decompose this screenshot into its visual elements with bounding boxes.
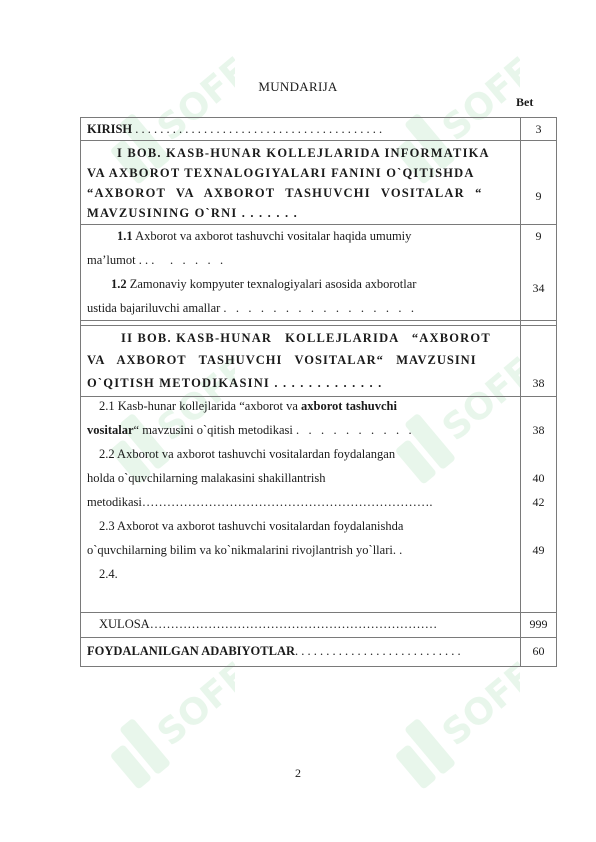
watermark-logo: [370, 655, 520, 805]
section-title-line: ma’lumot: [87, 253, 136, 267]
chapter-title-line: O`QITISH METODIKASINI: [87, 376, 270, 390]
watermark-logo: [85, 655, 235, 805]
page-number: 2: [295, 766, 301, 780]
section-title-line: Zamonaviy kompyuter texnalogiyalari asosida axborotlar: [129, 277, 417, 291]
section-title-line: o`quvchilarning bilim va ko`nikmalarini rivojlantrish yo`llari. .: [87, 543, 403, 557]
section-number: 1.1: [117, 229, 133, 243]
chapter-title-line: VA AXBOROT TEXNALOGIYALARI FANINI O`QITISHDA: [87, 166, 475, 180]
toc-entry-label: FOYDALANILGAN ADABIYOTLAR: [87, 644, 296, 658]
toc-dots: ……………………………………………………………: [149, 617, 438, 631]
toc-row-adabiyotlar: [81, 638, 557, 667]
svg-text:SOFF: SOFF: [434, 50, 520, 150]
toc-page-number: 38: [532, 423, 545, 437]
toc-page-number: 40: [532, 471, 545, 485]
page-title: MUNDARIJA: [258, 79, 338, 94]
section-title-line: 2.4.: [99, 567, 118, 581]
toc-row-bob1: [81, 141, 557, 225]
section-title-line: 2.1 Kasb-hunar kollejlarida “axborot va: [99, 399, 298, 413]
toc-entry-label: KIRISH: [87, 122, 133, 136]
toc-page-number: 9: [535, 229, 542, 243]
toc-row-xulosa: [81, 613, 557, 638]
toc-dots: . . . . . . . . . . . . . . . . . . . . . . . . . . .: [295, 644, 461, 658]
section-title-line: metodikasi…………………………………………………………….: [87, 495, 433, 509]
chapter-title-line: “AXBOROT VA AXBOROT TASHUVCHI VOSITALAR “: [87, 186, 483, 200]
svg-text:SOFF: SOFF: [149, 350, 235, 450]
section-title-bold: axborot tashuvchi: [301, 399, 397, 413]
section-title-line: ustida bajariluvchi amallar: [87, 301, 221, 315]
chapter-title-line: MAVZUSINING O`RNI: [87, 206, 238, 220]
chapter-prefix: II BOB.: [121, 331, 172, 345]
toc-dots: . . . . . . . . . . . . .: [274, 376, 383, 390]
chapter-title-line: KASB-HUNAR KOLLEJLARIDA “AXBOROT: [176, 331, 491, 345]
toc-table: [80, 117, 557, 667]
toc-dots: . . . . . . . . . . . . . . . .: [223, 301, 415, 315]
toc-page-number: 38: [532, 376, 545, 390]
toc-row-kirish: [81, 118, 557, 141]
section-title-line: 2.3 Axborot va axborot tashuvchi vositalardan foydalanishda: [99, 519, 404, 533]
toc-page-number: 999: [529, 617, 548, 631]
svg-text:SOFF: SOFF: [149, 50, 235, 150]
svg-text:SOFF: SOFF: [149, 655, 235, 755]
chapter-title-line: KASB-HUNAR KOLLEJLARIDA INFORMATIKA: [166, 146, 490, 160]
section-title-line: holda o`quvchilarning malakasini shakillantrish: [87, 471, 326, 485]
toc-row-section-2: [81, 397, 557, 613]
toc-page-number: 34: [532, 281, 545, 295]
section-title-line: 2.2 Axborot va axborot tashuvchi vositalardan foydalangan: [99, 447, 396, 461]
toc-entry-label: XULOSA: [99, 617, 150, 631]
toc-page-number: 42: [532, 495, 545, 509]
toc-page-number: 60: [532, 644, 545, 658]
toc-dots: . . . . . . . .: [138, 253, 224, 267]
section-title-line: “ mavzusini o`qitish metodikasi: [133, 423, 293, 437]
chapter-title-line: VA AXBOROT TASHUVCHI VOSITALAR“ MAVZUSINI: [87, 353, 477, 367]
toc-row-section-1: [81, 225, 557, 321]
chapter-prefix: I BOB.: [117, 146, 162, 160]
toc-dots: . . . . . . . . . . . . . . . . . . . . . . . . . . . . . . . . . . . . . . . .: [135, 122, 383, 136]
toc-page-number: 49: [532, 543, 545, 557]
section-title-bold: vositalar: [87, 423, 134, 437]
page-column-label: Bet: [516, 95, 534, 109]
svg-text:SOFF: SOFF: [434, 655, 520, 755]
toc-dots: . . . . . . .: [241, 206, 298, 220]
toc-page-number: 3: [535, 122, 542, 136]
section-number: 1.2: [111, 277, 127, 291]
svg-text:SOFF: SOFF: [434, 350, 520, 450]
toc-dots: . . . . . . . . . .: [296, 423, 412, 437]
section-title-line: Axborot va axborot tashuvchi vositalar haqida umumiy: [135, 229, 412, 243]
toc-page-number: 9: [535, 189, 542, 203]
toc-row-bob2: [81, 326, 557, 397]
